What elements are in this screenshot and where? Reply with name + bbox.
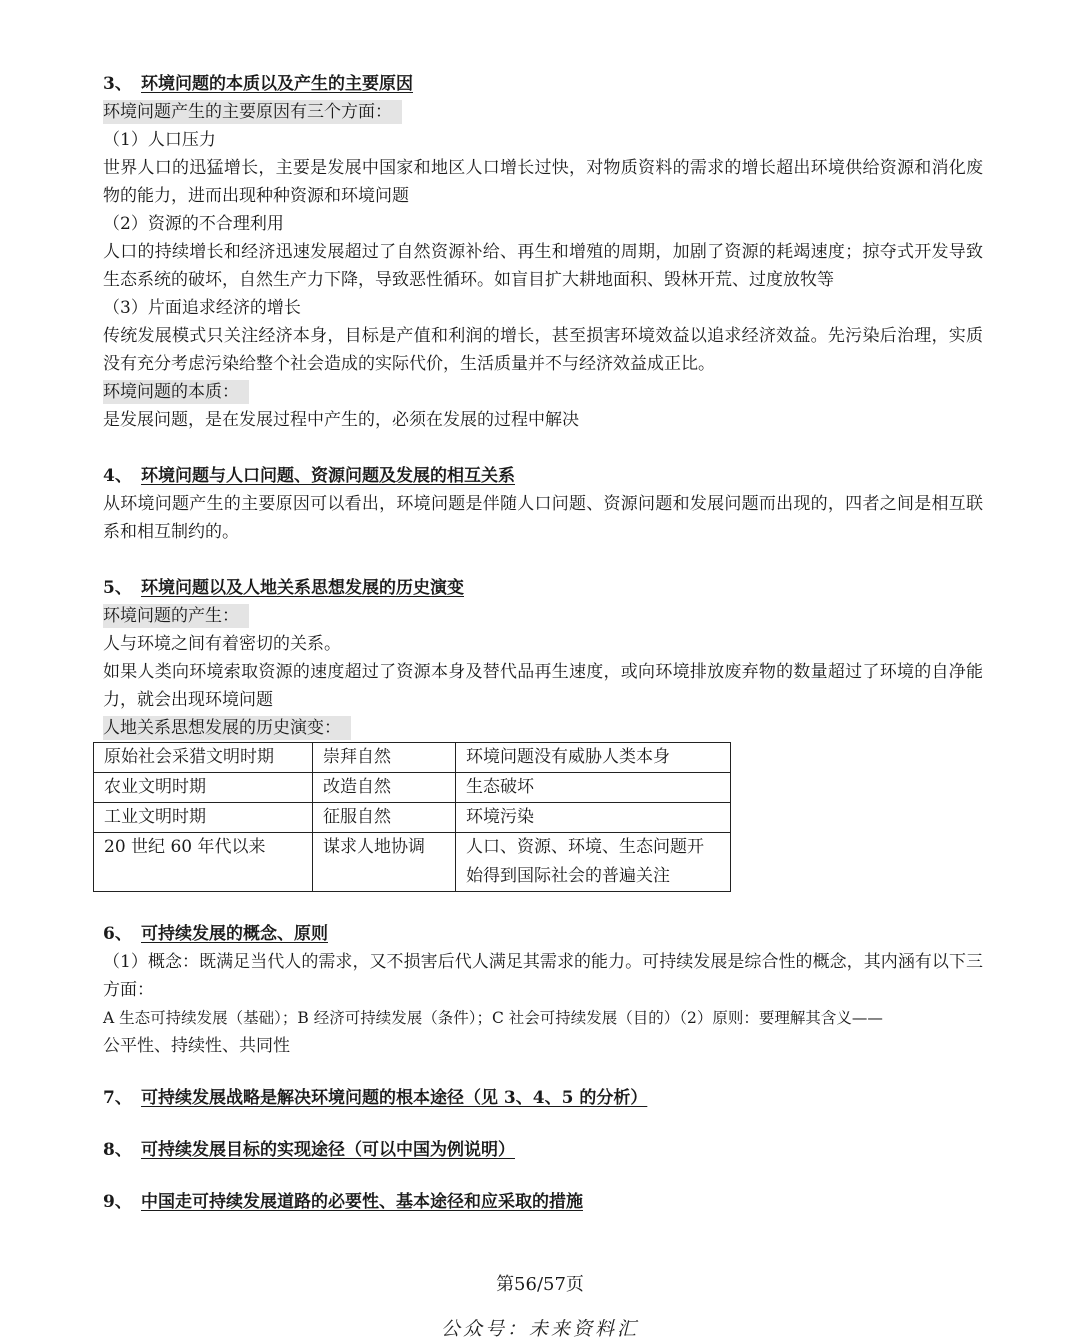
section-4-heading: 4、 环境问题与人口问题、资源问题及发展的相互关系 [103, 466, 515, 486]
cause-3-text: 传统发展模式只关注经济本身，目标是产值和利润的增长，甚至损害环境效益以追求经济效益。先污染后治理，实质没有充分考虑污染给整个社会造成的实际代价，生活质量并不与经济效益成正比。 [103, 326, 983, 374]
section-4-title: 环境问题与人口问题、资源问题及发展的相互关系 [141, 466, 515, 486]
page-number: 第56/57页 [496, 1274, 584, 1295]
table-cell: 环境污染 [456, 803, 731, 833]
document-page [103, 70, 983, 1216]
table-cell: 人口、资源、环境、生态问题开始得到国际社会的普遍关注 [456, 833, 731, 892]
section-5-text-1: 人与环境之间有着密切的关系。 [103, 634, 341, 654]
table-cell: 崇拜自然 [313, 743, 456, 773]
table-row [94, 773, 731, 803]
section-9-heading: 9、 中国走可持续发展道路的必要性、基本途径和应采取的措施 [103, 1192, 583, 1212]
section-6-heading: 6、 可持续发展的概念、原则 [103, 924, 328, 944]
section-3-heading: 3、 环境问题的本质以及产生的主要原因 [103, 74, 413, 94]
cause-2-title: （2）资源的不合理利用 [103, 214, 284, 234]
table-row [94, 803, 731, 833]
section-5-text-2: 如果人类向环境索取资源的速度超过了资源本身及替代品再生速度，或向环境排放废弃物的数量超过了环境的自净能力，就会出现环境问题 [103, 662, 983, 710]
section-6-title: 可持续发展的概念、原则 [141, 924, 328, 944]
section-5-highlight-origin: 环境问题的产生： [103, 602, 983, 630]
table-cell: 改造自然 [313, 773, 456, 803]
section-6-text-1: （1）概念：既满足当代人的需求，又不损害后代人满足其需求的能力。可持续发展是综合性的概念，其内涵有以下三方面： [103, 952, 983, 1000]
table-row [94, 743, 731, 773]
cause-1-title: （1）人口压力 [103, 130, 216, 150]
section-8-title: 可持续发展目标的实现途径（可以中国为例说明） [141, 1140, 515, 1160]
table-cell: 环境问题没有威胁人类本身 [456, 743, 731, 773]
section-4-text: 从环境问题产生的主要原因可以看出，环境问题是伴随人口问题、资源问题和发展问题而出现的，四者之间是相互联系和相互制约的。 [103, 494, 983, 542]
section-7-title: 可持续发展战略是解决环境问题的根本途径（见 3、4、5 的分析） [141, 1088, 648, 1108]
table-row [94, 833, 731, 892]
section-6-text-2: A 生态可持续发展（基础）；B 经济可持续发展（条件）；C 社会可持续发展（目的）（2）原则：要理解其含义—— [103, 1009, 883, 1027]
table-cell: 生态破坏 [456, 773, 731, 803]
table-cell: 原始社会采猎文明时期 [94, 743, 313, 773]
section-9-title: 中国走可持续发展道路的必要性、基本途径和应采取的措施 [141, 1192, 583, 1212]
cause-1-text: 世界人口的迅猛增长，主要是发展中国家和地区人口增长过快，对物质资料的需求的增长超出环境供给资源和消化废物的能力，进而出现种种资源和环境问题 [103, 158, 983, 206]
table-cell: 征服自然 [313, 803, 456, 833]
watermark: 公众号：未来资料汇 [440, 1318, 639, 1340]
section-5-title: 环境问题以及人地关系思想发展的历史演变 [141, 578, 464, 598]
history-table [93, 742, 731, 892]
table-cell: 谋求人地协调 [313, 833, 456, 892]
section-6-text-3: 公平性、持续性、共同性 [103, 1036, 290, 1056]
essence-text: 是发展问题，是在发展过程中产生的，必须在发展的过程中解决 [103, 410, 579, 430]
section-3-highlight-essence: 环境问题的本质： [103, 378, 983, 406]
cause-3-title: （3）片面追求经济的增长 [103, 298, 301, 318]
section-7-heading: 7、 可持续发展战略是解决环境问题的根本途径（见 3、4、5 的分析） [103, 1088, 648, 1108]
table-cell: 工业文明时期 [94, 803, 313, 833]
section-5-heading: 5、 环境问题以及人地关系思想发展的历史演变 [103, 578, 464, 598]
section-3-title: 环境问题的本质以及产生的主要原因 [141, 74, 413, 94]
table-cell: 农业文明时期 [94, 773, 313, 803]
cause-2-text: 人口的持续增长和经济迅速发展超过了自然资源补给、再生和增殖的周期，加剧了资源的耗竭速度；掠夺式开发导致生态系统的破坏，自然生产力下降，导致恶性循环。如盲目扩大耕地面积、毁林开荒、过度放牧等 [103, 242, 983, 290]
section-3-highlight-causes: 环境问题产生的主要原因有三个方面： [103, 98, 983, 126]
section-5-highlight-history: 人地关系思想发展的历史演变： [103, 714, 983, 742]
section-8-heading: 8、 可持续发展目标的实现途径（可以中国为例说明） [103, 1140, 515, 1160]
table-cell: 20 世纪 60 年代以来 [94, 833, 313, 892]
